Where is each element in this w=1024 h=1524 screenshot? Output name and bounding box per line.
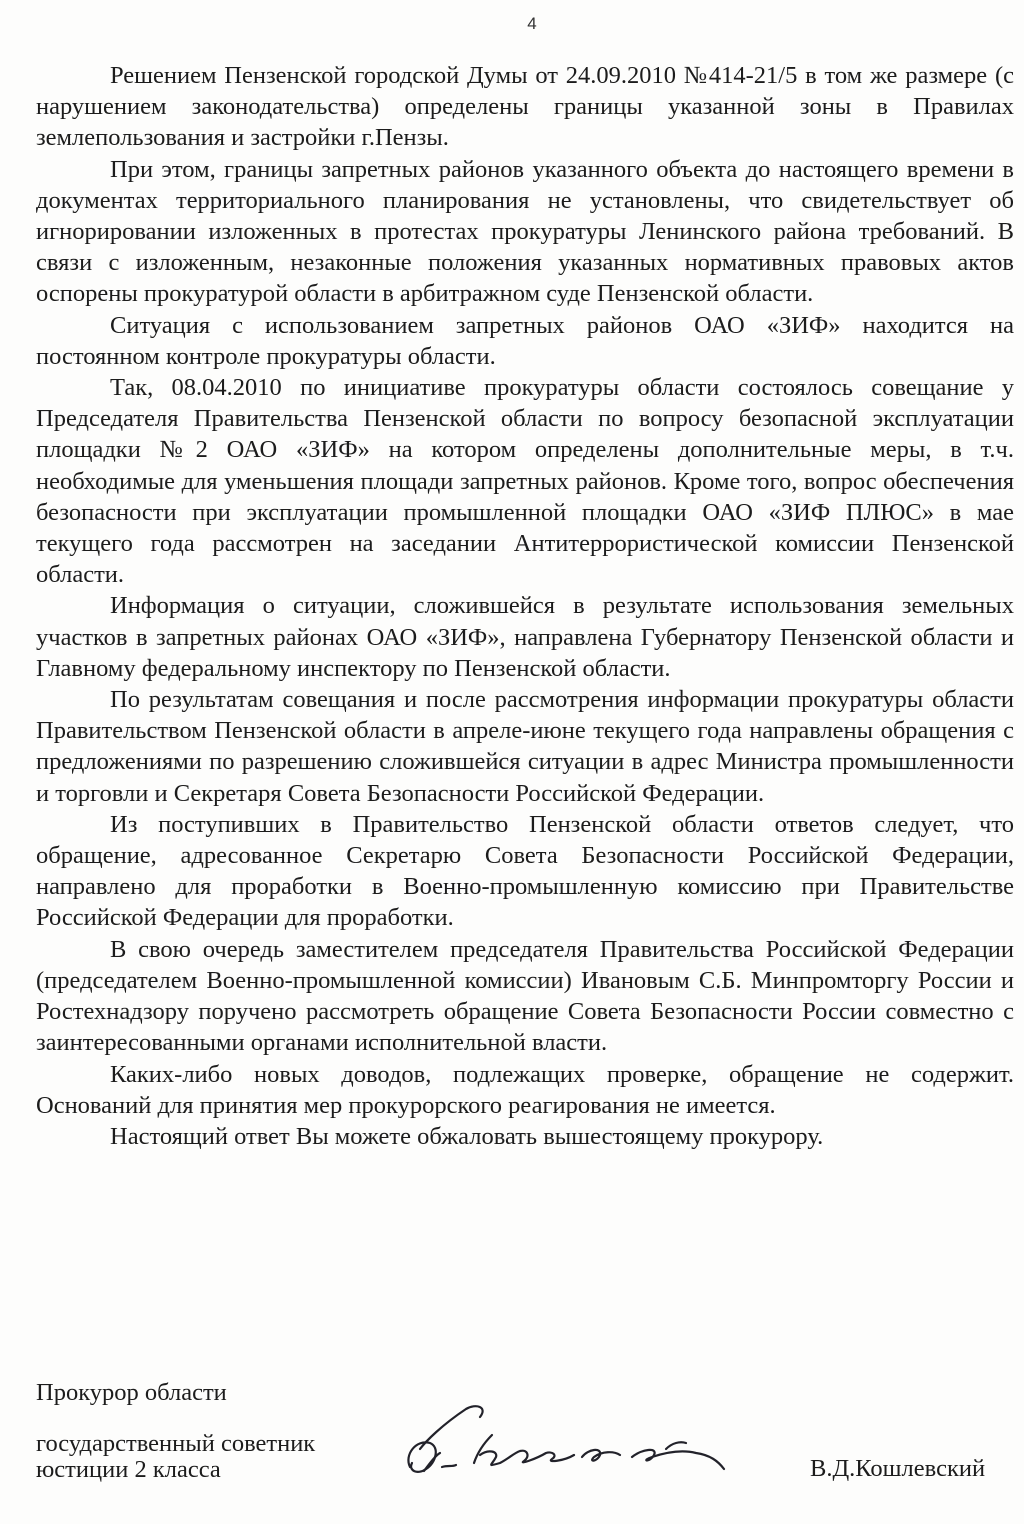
- paragraph: В свою очередь заместителем председателя Правительства Российской Федерации (председателем Военно-промышленной комиссии) Ивановым С.Б. Минпромторгу России и Ростехнадзору поручено рассмотреть обращение Совета Безопасности России совместно с заинтересованными органами исполнительной власти.: [36, 935, 1014, 1057]
- paragraph: Настоящий ответ Вы можете обжаловать вышестоящему прокурору.: [110, 1122, 824, 1150]
- signer-name: В.Д.Кошлевский: [810, 1455, 986, 1482]
- handwritten-signature: [396, 1405, 736, 1485]
- paragraph: Ситуация с использованием запретных районов ОАО «ЗИФ» находится на постоянном контроле прокуратуры области.: [36, 311, 1014, 370]
- paragraph: При этом, границы запретных районов указанного объекта до настоящего времени в документах территориального планирования не установлены, что свидетельствует об игнорировании изложенных в протестах прокуратуры Ленинского района требований. В связи с изложенным, незаконные положения указанных нормативных правовых актов оспорены прокуратурой области в арбитражном суде Пензенской области.: [36, 155, 1014, 308]
- paragraph: Информация о ситуации, сложившейся в результате использования земельных участков в запретных районах ОАО «ЗИФ», направлена Губернатору Пензенской области и Главному федеральному инспектору по Пензенской области.: [36, 592, 1014, 682]
- paragraph: Решением Пензенской городской Думы от 24.09.2010 №414-21/5 в том же размере (с нарушением законодательства) определены границы указанной зоны в Правилах землепользования и застройки г.Пензы.: [36, 62, 1014, 152]
- signer-rank-line: государственный советник: [36, 1430, 316, 1457]
- page-number: 4: [527, 14, 537, 33]
- signer-position: Прокурор области: [36, 1379, 227, 1406]
- letter-body: [36, 60, 1014, 1152]
- paragraph: Так, 08.04.2010 по инициативе прокуратуры области состоялось совещание у Председателя Правительства Пензенской области по вопросу безопасной эксплуатации площадки №2 ОАО «ЗИФ» на котором определены дополнительные меры, в т.ч. необходимые для уменьшения площади запретных районов. Кроме того, вопрос обеспечения безопасности при эксплуатации промышленной площадки ОАО «ЗИФ ПЛЮС» в мае текущего года рассмотрен на заседании Антитеррористической комиссии Пензенской области.: [36, 374, 1014, 589]
- paragraph: По результатам совещания и после рассмотрения информации прокуратуры области Правительством Пензенской области в апреле-июне текущего года направлены обращения с предложениями по разрешению сложившейся ситуации в адрес Министра промышленности и торговли и Секретаря Совета Безопасности Российской Федерации.: [36, 686, 1014, 807]
- signer-rank: [36, 1431, 315, 1483]
- signer-rank-line: юстиции 2 класса: [36, 1456, 221, 1483]
- paragraph: Каких-либо новых доводов, подлежащих проверке, обращение не содержит. Оснований для принятия мер прокурорского реагирования не имеется.: [36, 1060, 1014, 1119]
- paragraph: Из поступивших в Правительство Пензенской области ответов следует, что обращение, адресованное Секретарю Совета Безопасности Российской Федерации, направлено для проработки в Военно-промышленную комиссию при Правительстве Российской Федерации для проработки.: [36, 810, 1014, 932]
